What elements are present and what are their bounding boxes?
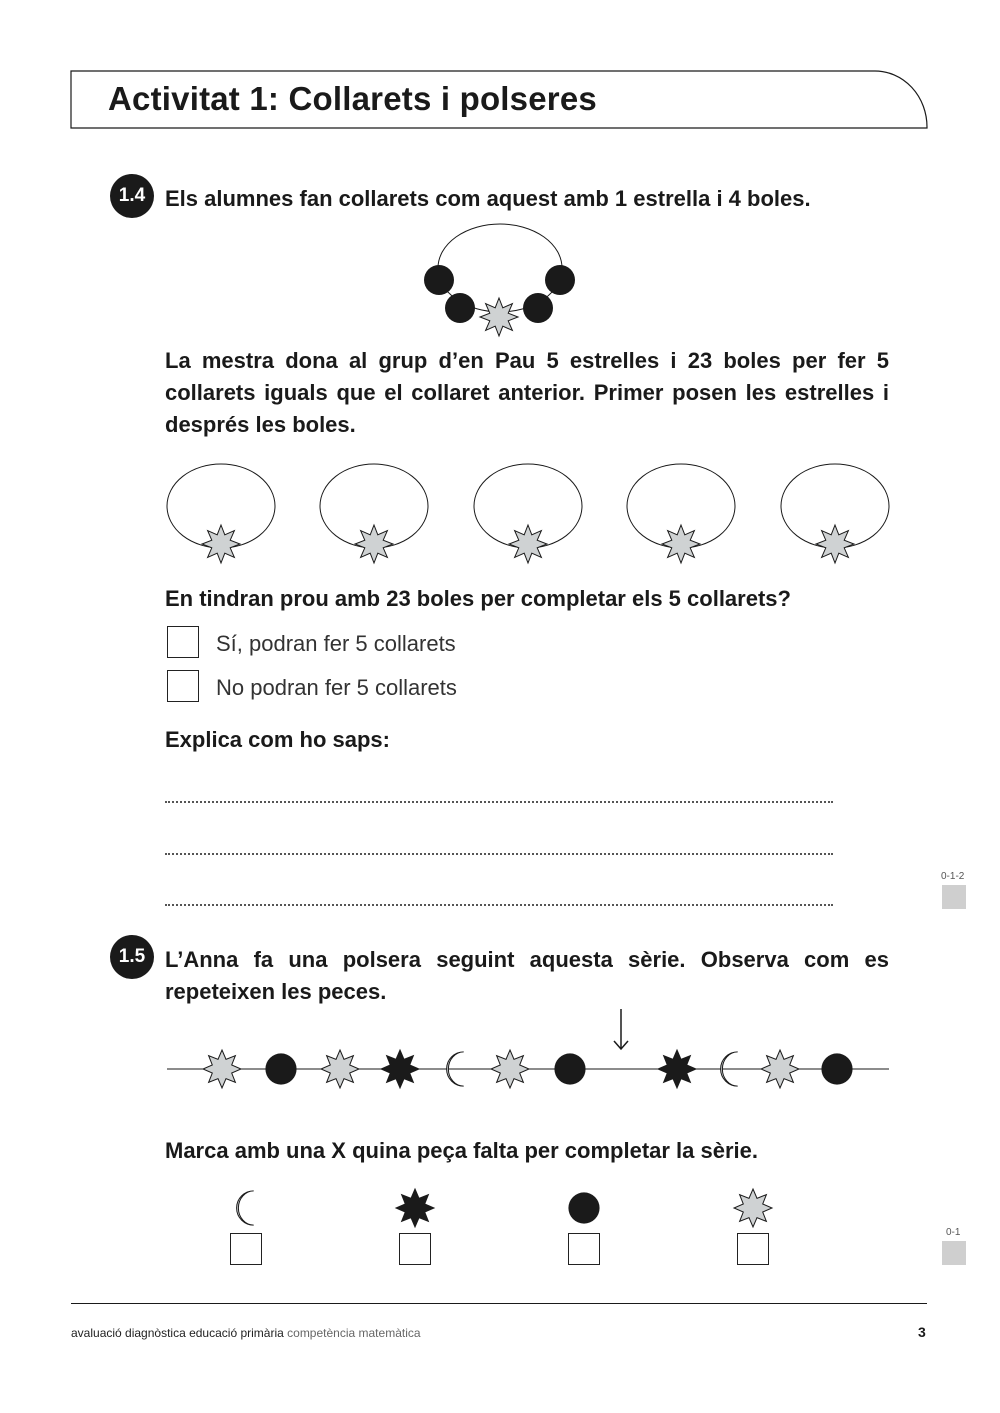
footer-text: [71, 1326, 421, 1340]
choice-ball-checkbox[interactable]: [568, 1233, 600, 1265]
choice-pieces: [200, 1180, 820, 1240]
bead: [523, 293, 553, 323]
footer-rule: [71, 1303, 927, 1304]
score-box-q14: [942, 885, 966, 909]
explain-label: Explica com ho saps:: [165, 727, 390, 752]
footer-title: avaluació diagnòstica educació primària: [71, 1326, 284, 1340]
choice-star-checkbox[interactable]: [737, 1233, 769, 1265]
question-number-1-4: 1.4: [110, 174, 154, 218]
star-bead: [816, 525, 854, 563]
page-title: Activitat 1: Collarets i polseres: [108, 80, 597, 117]
star-piece: [321, 1050, 359, 1088]
star-piece: [734, 1189, 772, 1227]
choice-black-star-checkbox[interactable]: [399, 1233, 431, 1265]
page-number: 3: [918, 1324, 926, 1340]
option-yes-label: Sí, podran fer 5 collarets: [216, 631, 456, 656]
score-box-q15: [942, 1241, 966, 1265]
empty-necklaces: [160, 458, 900, 568]
black-star-piece: [396, 1189, 434, 1227]
star-bead: [662, 525, 700, 563]
footer-subtitle: competència matemàtica: [287, 1326, 421, 1340]
option-yes-checkbox[interactable]: [167, 626, 199, 658]
ball-piece: [568, 1192, 599, 1223]
answer-line-1[interactable]: [165, 801, 833, 803]
bead: [424, 265, 454, 295]
bracelet-series: [160, 1005, 900, 1105]
black-star-piece: [381, 1050, 419, 1088]
star-piece: [491, 1050, 529, 1088]
score-label-q14: 0-1-2: [941, 871, 965, 882]
star-bead: [509, 525, 547, 563]
moon-piece: [237, 1191, 254, 1225]
q14-question: En tindran prou amb 23 boles per completar els 5 collarets?: [165, 586, 791, 611]
score-label-q15: 0-1: [946, 1227, 961, 1238]
bead: [445, 293, 475, 323]
example-necklace: [400, 218, 600, 338]
q14-problem: La mestra dona al grup d’en Pau 5 estrelles i 23 boles per fer 5 collarets iguals que el collaret anterior. Primer posen les estrelles i després les boles.: [165, 348, 889, 437]
star-bead: [202, 525, 240, 563]
q15-intro: L’Anna fa una polsera seguint aquesta sèrie. Observa com es repeteixen les peces.: [165, 947, 889, 1004]
star-piece: [203, 1050, 241, 1088]
answer-line-2[interactable]: [165, 853, 833, 855]
option-no-label: No podran fer 5 collarets: [216, 675, 457, 700]
q14-intro: Els alumnes fan collarets com aquest amb 1 estrella i 4 boles.: [165, 186, 811, 211]
q15-question: Marca amb una X quina peça falta per completar la sèrie.: [165, 1138, 759, 1163]
header-frame: [0, 0, 1000, 140]
star-bead: [355, 525, 393, 563]
answer-line-3[interactable]: [165, 904, 833, 906]
bead: [545, 265, 575, 295]
option-no-checkbox[interactable]: [167, 670, 199, 702]
question-number-1-5: 1.5: [110, 935, 154, 979]
ball-piece: [265, 1053, 296, 1084]
ball-piece: [554, 1053, 585, 1084]
black-star-piece: [658, 1050, 696, 1088]
star-piece: [761, 1050, 799, 1088]
choice-moon-checkbox[interactable]: [230, 1233, 262, 1265]
star-bead: [480, 298, 518, 336]
ball-piece: [821, 1053, 852, 1084]
